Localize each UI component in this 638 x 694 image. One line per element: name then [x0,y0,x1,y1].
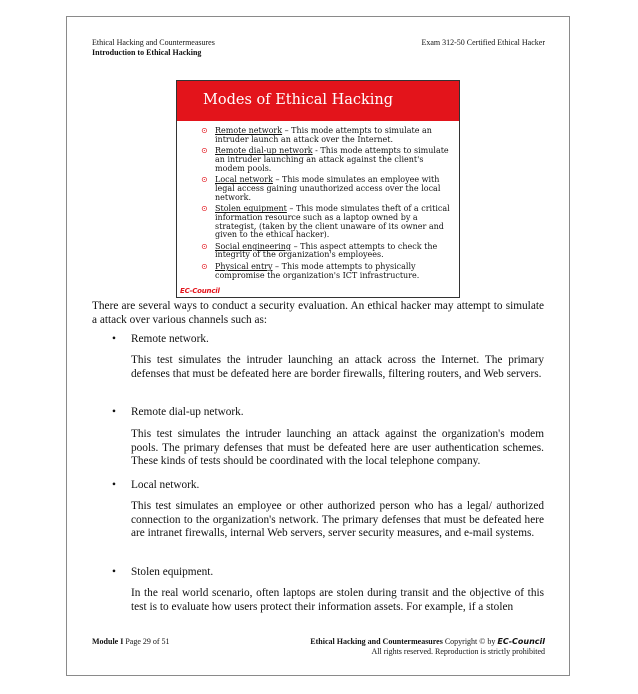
footer-module: Module I [92,637,124,646]
slide-list-item [201,263,453,280]
slide-item-term: Remote dial-up network [215,146,313,156]
bullet-dot-icon: • [112,333,116,345]
bullet-dot-icon: • [112,566,116,578]
footer-book-title: Ethical Hacking and Countermeasures [310,637,443,646]
circled-dot-icon: ⊙ [201,146,208,156]
bullet-label: Stolen equipment. [131,566,214,578]
section-paragraph: This test simulates the intruder launching an attack against the organization's modem pools. The primary defenses that must be defeated here are user authentication schemes. These kinds of tests should be coordinated with the local telephone company. [131,428,544,468]
slide-title-bar [177,81,459,121]
slide-list-item [201,176,453,202]
slide-list-item [201,205,453,239]
slide-list-item [201,243,453,260]
bullet-dot-icon: • [112,479,116,491]
footer-copyright [310,637,545,657]
bullet-dot-icon: • [112,406,116,418]
intro-paragraph: There are several ways to conduct a security evaluation. An ethical hacker may attempt to simulate a attack over various channels such as: [92,300,544,326]
slide-list-item [201,127,453,144]
bullet-label: Remote network. [131,333,209,345]
slide-item-text: – This mode attempts to physically compromise the organization's ICT infrastructure. [215,262,420,280]
slide-item-text: – This aspect attempts to check the integrity of the organization's employees. [215,241,438,260]
footer-page-info [92,637,170,646]
circled-dot-icon: ⊙ [201,204,208,214]
header-left [92,38,215,58]
circled-dot-icon: ⊙ [201,175,208,185]
section-paragraph: This test simulates the intruder launching an attack across the Internet. The primary defenses that must be defeated here are border firewalls, filtering routers, and Web servers. [131,354,544,380]
circled-dot-icon: ⊙ [201,126,208,135]
section-paragraph: In the real world scenario, often laptops are stolen during transit and the objective of this test is to evaluate how users protect their information assets. For example, if a stolen [131,587,544,613]
bullet-label: Remote dial-up network. [131,406,244,418]
footer-logo: EC-Council [497,637,545,646]
footer-rights: All rights reserved. Reproduction is strictly prohibited [371,647,545,656]
header-chapter-title: Introduction to Ethical Hacking [92,48,202,57]
slide-item-text: – This mode attempts to simulate an intruder launch an attack over the Internet. [215,126,432,144]
slide-item-text: – This mode simulates an employee with legal access gaining unauthorized access over the local network. [215,175,441,202]
slide-item-term: Remote network [215,126,283,135]
slide-item-text: – This mode simulates theft of a critical information resource such as a laptop owned by a strategist, (taken by the client unaware of its owner and given to the ethical hacker). [215,204,450,240]
bullet-label: Local network. [131,479,200,491]
header-exam-title: Exam 312-50 Certified Ethical Hacker [421,38,545,47]
slide-item-term: Stolen equipment [215,204,287,214]
circled-dot-icon: ⊙ [201,241,208,251]
header-book-title: Ethical Hacking and Countermeasures [92,38,215,47]
slide-bullet-list [201,127,453,284]
slide-item-term: Physical entry [215,262,273,272]
footer-copyright-text: Copyright © by [442,637,498,646]
slide-item-term: Local network [215,175,273,185]
slide-item-term: Social engineering [215,241,292,251]
ec-council-logo: EC-Council [180,287,220,295]
section-paragraph: This test simulates an employee or other authorized person who has a legal/ authorized connection to the organization's network. The primary defenses that must be defeated here are intranet firewalls, internal Web servers, server security measures, and e-mail systems. [131,500,544,540]
slide-image [176,80,460,298]
slide-title: Modes of Ethical Hacking [203,92,394,108]
circled-dot-icon: ⊙ [201,262,208,272]
footer-page-number: Page 29 of 51 [123,637,170,646]
slide-item-text: - This mode attempts to simulate an intruder launching an attack against the client's modem pools. [215,146,449,173]
slide-list-item [201,147,453,173]
